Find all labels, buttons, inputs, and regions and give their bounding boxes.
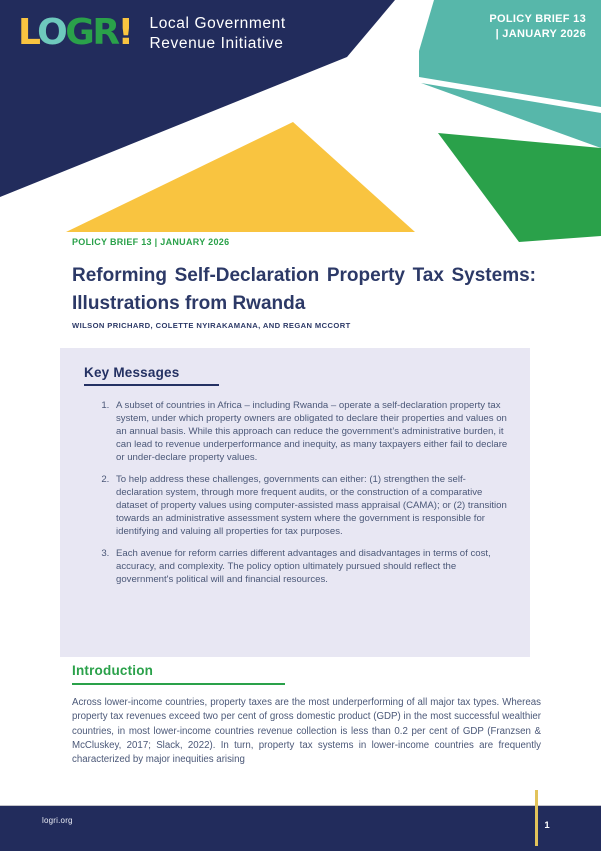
kicker-label: POLICY BRIEF 13 | JANUARY 2026 [72, 237, 230, 247]
footer-website-link[interactable]: logri.org [42, 816, 73, 825]
key-messages-underline [84, 384, 219, 386]
title-line1: Reforming Self-Declaration Property Tax Systems: [72, 265, 536, 286]
document-title [72, 262, 536, 317]
key-message-item: 3. Each avenue for reform carries different advantages and disadvantages in terms of cost, accuracy, and complexity. The policy option ultimately pursued should reflect the government's political will and financial resources. [112, 547, 512, 586]
banner-line1: POLICY BRIEF 13 [489, 13, 586, 25]
logri-logo [18, 11, 286, 55]
logri-logo-name [149, 14, 285, 53]
logri-logo-letters [18, 11, 131, 55]
green-triangle [438, 133, 601, 242]
logo-letter: L [18, 12, 38, 53]
title-line2: Illustrations from Rwanda [72, 292, 306, 314]
banner-line2: | JANUARY 2026 [495, 28, 586, 40]
authors-byline: WILSON PRICHARD, COLETTE NYIRAKAMANA, AND REGAN MCCORT [72, 321, 351, 330]
header-artwork [0, 0, 601, 250]
key-message-item: 1. A subset of countries in Africa – including Rwanda – operate a self-declaration property tax system, under which property owners are obligated to declare their properties and values on an annual basis. While this approach can reduce the government’s administrative burden, it can lead to revenue underperformance and inequity, as many taxpayers either fail to declare or under-declare property values. [112, 399, 512, 464]
logo-letter: G [65, 12, 93, 53]
footer-band [0, 806, 601, 851]
header-banner-label [489, 12, 586, 42]
footer-gold-accent-line [535, 790, 538, 846]
introduction-underline [72, 683, 285, 685]
introduction-paragraph: Across lower-income countries, property taxes are the most underperforming of all major tax types. Whereas property tax revenues exceed two per cent of gross domestic product (GDP) in the most successful wealthier countries, in most lower-income countries revenue collection is less than 0.2 per cent of GDP (Franzsen & McCluskey, 2017; Slack, 2022). In turn, property tax systems in lower-income countries are frequently characterized by major inequities arising [72, 697, 541, 766]
introduction-heading: Introduction [72, 663, 154, 678]
logo-name-line2: Revenue Initiative [149, 34, 284, 52]
key-messages-box [60, 348, 530, 657]
key-message-item: 2. To help address these challenges, governments can either: (1) strengthen the self-declaration system, through more frequent audits, or the construction of a comparative dataset of property values using computer-assisted mass appraisal (CAMA); or (2) transition towards an administrative assessment system where the government is responsible for identifying and valuing all properties for tax purposes. [112, 473, 512, 538]
logo-letter: O [37, 12, 66, 53]
logo-letter: ! [117, 12, 132, 53]
logo-name-line1: Local Government [149, 15, 286, 32]
logo-letter: R [92, 12, 118, 53]
key-messages-list [60, 399, 512, 586]
key-messages-heading: Key Messages [84, 365, 180, 380]
page-number: 1 [544, 820, 550, 831]
